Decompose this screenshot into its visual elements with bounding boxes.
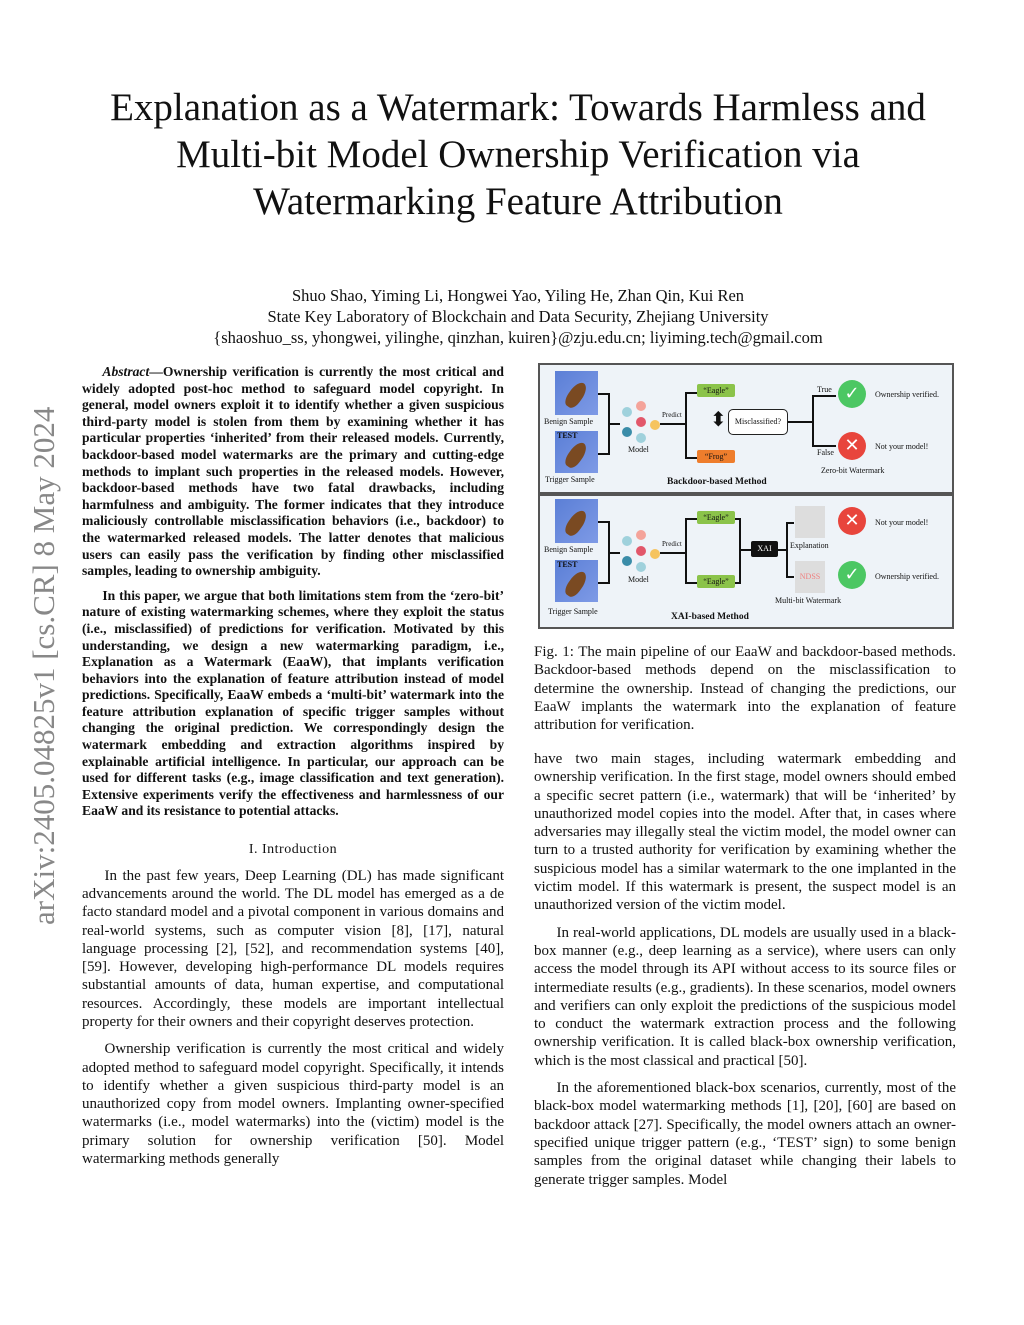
test-tag: TEST	[557, 560, 578, 569]
abstract-text: —Ownership verification is currently the most critical and widely adopted post-hoc method to safeguard model copyright. In general, model owners exploit it to identify whether a given suspicious third-party model is stolen from them by examining whether it has particular properties ‘inherited’ from their released models. Currently, backdoor-based model watermarks are the primary and cutting-edge methods to implant such properties in the released models. However, backdoor-based methods have two fatal drawbacks, including harmfulness and ambiguity. The former indicates that they introduce maliciously controllable misclassification behaviors (i.e., backdoor) to the watermarked released models. The latter denotes that malicious users can easily pass the verification by finding other misclassified samples, leading to ownership ambiguity.	[82, 364, 504, 579]
xai-title: XAI-based Method	[671, 612, 749, 622]
predict-label: Predict	[662, 540, 682, 548]
trigger-label: Trigger Sample	[548, 607, 598, 616]
paragraph: In the aforementioned black-box scenarios, currently, most of the black-box model watermarking methods [1], [20], [60] are based on backdoor attack [27]. Specifically, the model owners attach an owner-specified unique trigger pattern (e.g., ‘TEST’ sign) to some benign samples from the original dataset while changing their labels to generate trigger samples. Model	[534, 1080, 956, 1188]
misclassified-box: Misclassified?	[728, 409, 788, 435]
benign-label: Benign Sample	[544, 545, 594, 554]
paragraph: Ownership verification is currently the most critical and widely adopted method to safeguard model copyright. Specifically, it intends to identify whether a given suspicious third-party model is an unauthorized copy from model owners. Implanting owner-specified watermarks (i.e., model watermarks) into the (victim) model is the primary solution for ownership verification [50]. Model watermarking methods generally	[82, 1041, 504, 1168]
abstract-label: Abstract	[102, 364, 150, 379]
xai-box: XAI	[751, 541, 778, 557]
affiliation: State Key Laboratory of Blockchain and Data Security, Zhejiang University	[267, 307, 769, 326]
xai-panel	[538, 494, 954, 629]
trigger-label: Trigger Sample	[545, 475, 595, 484]
benign-label: Benign Sample	[544, 417, 594, 426]
trigger-sample-image	[555, 431, 598, 473]
not-yours-text: Not your model!	[875, 518, 929, 527]
paragraph: have two main stages, including watermark embedding and ownership verification. In the first stage, model owners should embed a specific secret pattern (i.e., watermark) that will be ‘inherited’ by unauthorized model copies into the model. After that, in cases where adversaries may illegally steal the victim model, the model owner can turn to a trusted authority for verification by examining whether the suspicious model has a similar watermark to the one implanted in the victim model. If this watermark is present, the suspect model is an unauthorized version of the victim model.	[534, 751, 956, 914]
backdoor-title: Backdoor-based Method	[667, 477, 767, 487]
frog-label: “Frog”	[697, 450, 735, 463]
paper-title: Explanation as a Watermark: Towards Harmless and Multi-bit Model Ownership Verification via Watermarking Feature Attribution	[110, 86, 926, 223]
check-icon: ✓	[838, 380, 866, 408]
eagle-label: “Eagle”	[697, 511, 735, 524]
section-heading: I. Introduction	[248, 842, 338, 858]
test-tag: TEST	[557, 431, 578, 440]
paragraph: In the past few years, Deep Learning (DL) has made significant advancements around the world. The DL model has emerged as a de facto standard model and a pivotal component in various domains and real-world systems, such as computer vision [8], [17], natural language processing [2], [52], and recommendation systems [40], [59]. However, developing high-performance DL models requires substantial amounts of data, human expertise, and computational resources. Accordingly, these models are important intellectual property for their owners and their copyright deserves protection.	[82, 867, 504, 1030]
abstract-p2: In this paper, we argue that both limitations stem from the ‘zero-bit’ nature of existing watermarking schemes, where they exploit the status (i.e., misclassified) of predictions for verification. Motivated by this understanding, we design a new watermarking paradigm, i.e., Explanation as a Watermark (EaaW), that implants verification behaviors into the explanation of feature attribution instead of model predictions. Specifically, EaaW embeds a ‘multi-bit’ watermark into the feature attribution explanation of specific trigger samples without changing the original prediction. We correspondingly design the watermark embedding and extraction algorithms inspired by explainable artificial intelligence. In particular, our approach can be used for different tasks (e.g., image classification and text generation). Extensive experiments verify the effectiveness and harmlessness of our EaaW and its resistance to potential attacks.	[82, 587, 504, 819]
intro-right	[534, 750, 956, 1198]
not-yours-text: Not your model!	[875, 442, 929, 451]
true-label: True	[817, 385, 832, 394]
benign-sample-image	[555, 499, 598, 543]
false-label: False	[817, 448, 834, 457]
model-label: Model	[628, 445, 649, 454]
figure-caption: Fig. 1: The main pipeline of our EaaW and backdoor-based methods. Backdoor-based methods depend on the misclassification to determine the ownership. Instead of changing the predictions, our EaaW implants the watermark into the explanation of feature attribution for verification.	[534, 644, 956, 734]
trigger-sample-image	[555, 560, 598, 602]
ndss-watermark: NDSS	[795, 561, 825, 593]
model-label: Model	[628, 575, 649, 584]
benign-sample-image	[555, 371, 598, 415]
verified-text: Ownership verified.	[875, 390, 939, 399]
verified-text: Ownership verified.	[875, 572, 939, 581]
explanation-label: Explanation	[790, 541, 829, 550]
multi-bit-label: Multi-bit Watermark	[775, 596, 842, 605]
arxiv-identifier: arXiv:2405.04825v1 [cs.CR] 8 May 2024	[26, 406, 61, 925]
paragraph: In real-world applications, DL models are usually used in a black-box manner (e.g., deep learning as a service), where users can only access the model through its API without access to its source files or intermediate results (e.g., gradients). In these scenarios, model owners and verifiers can only exploit the predictions of the suspicious model to conduct the watermark extraction process and the following ownership verification. It is called black-box ownership verification, which is the most classical and practical [50].	[534, 924, 956, 1069]
abstract	[82, 364, 504, 1177]
eagle-label-2: “Eagle”	[697, 575, 735, 588]
check-icon: ✓	[838, 561, 866, 589]
abstract-p1	[82, 364, 504, 580]
explanation-heatmap	[795, 506, 825, 538]
zero-bit-label: Zero-bit Watermark	[821, 466, 885, 475]
double-arrow-icon: ⬍	[710, 407, 727, 431]
authors: Shuo Shao, Yiming Li, Hongwei Yao, Yiling He, Zhan Qin, Kui Ren	[291, 286, 745, 305]
cross-icon: ✕	[838, 507, 866, 535]
author-block	[80, 285, 956, 348]
eagle-label: “Eagle”	[697, 384, 735, 397]
predict-label: Predict	[662, 411, 682, 419]
figure-1	[538, 363, 952, 628]
backdoor-panel	[538, 363, 954, 494]
intro-left	[82, 867, 504, 1169]
cross-icon: ✕	[838, 432, 866, 460]
emails: {shaoshuo_ss, yhongwei, yilinghe, qinzhan, kuiren}@zju.edu.cn; liyiming.tech@gmail.com	[213, 328, 823, 347]
